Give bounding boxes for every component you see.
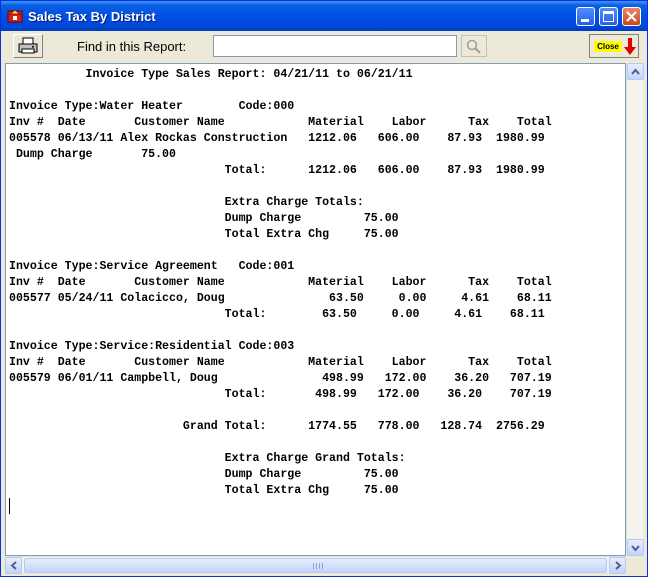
close-report-button[interactable] (589, 34, 639, 58)
chevron-left-icon (6, 558, 21, 573)
vertical-scrollbar[interactable] (626, 63, 643, 556)
report-line: Extra Charge Totals: (9, 196, 364, 209)
report-line: 005577 05/24/11 Colacicco, Doug 63.50 0.00 4.61 68.11 (9, 292, 552, 305)
close-label: Close (594, 41, 622, 52)
report-line: Dump Charge 75.00 (9, 212, 399, 225)
app-icon (7, 8, 23, 24)
scroll-grip (313, 563, 323, 569)
minimize-button[interactable] (576, 7, 595, 26)
minimize-icon (577, 8, 594, 25)
magnifier-icon (462, 36, 486, 56)
scroll-up-button[interactable] (627, 63, 644, 80)
report-line: Invoice Type Sales Report: 04/21/11 to 06/21/11 (9, 68, 413, 81)
maximize-icon (600, 8, 617, 25)
report-line: Total Extra Chg 75.00 (9, 484, 399, 497)
report-line: Total: 498.99 172.00 36.20 707.19 (9, 388, 552, 401)
toolbar (5, 31, 643, 61)
report-line: Inv # Date Customer Name Material Labor Tax Total (9, 276, 552, 289)
report-line: Inv # Date Customer Name Material Labor Tax Total (9, 356, 552, 369)
find-button[interactable] (461, 35, 487, 57)
printer-icon (14, 35, 42, 57)
report-line: Dump Charge 75.00 (9, 148, 176, 161)
red-down-arrow-icon (624, 37, 636, 56)
report-line: Invoice Type:Service:Residential Code:003 (9, 340, 295, 353)
report-line: Invoice Type:Water Heater Code:000 (9, 100, 295, 113)
scroll-right-button[interactable] (609, 557, 626, 574)
find-label: Find in this Report: (77, 39, 187, 54)
maximize-button[interactable] (599, 7, 618, 26)
scroll-down-button[interactable] (627, 539, 644, 556)
report-line: Total: 1212.06 606.00 87.93 1980.99 (9, 164, 545, 177)
report-line: Inv # Date Customer Name Material Labor Tax Total (9, 116, 552, 129)
report-line: Extra Charge Grand Totals: (9, 452, 406, 465)
title-bar[interactable] (1, 1, 647, 31)
find-input[interactable] (213, 35, 457, 57)
text-cursor (9, 498, 10, 514)
horizontal-scroll-thumb[interactable] (24, 558, 607, 573)
chevron-down-icon (628, 540, 643, 555)
close-icon (623, 8, 640, 25)
window-close-button[interactable] (622, 7, 641, 26)
report-line: Grand Total: 1774.55 778.00 128.74 2756.29 (9, 420, 545, 433)
report-line: Total: 63.50 0.00 4.61 68.11 (9, 308, 545, 321)
window-title: Sales Tax By District (28, 9, 156, 24)
scroll-left-button[interactable] (5, 557, 22, 574)
report-text-area[interactable] (5, 63, 626, 556)
report-line: 005579 06/01/11 Campbell, Doug 498.99 172.00 36.20 707.19 (9, 372, 552, 385)
print-button[interactable] (13, 34, 43, 58)
chevron-up-icon (628, 64, 643, 79)
chevron-right-icon (610, 558, 625, 573)
report-line: Total Extra Chg 75.00 (9, 228, 399, 241)
size-grip (626, 556, 643, 573)
report-line: 005578 06/13/11 Alex Rockas Construction 1212.06 606.00 87.93 1980.99 (9, 132, 545, 145)
report-line: Invoice Type:Service Agreement Code:001 (9, 260, 295, 273)
report-line: Dump Charge 75.00 (9, 468, 399, 481)
horizontal-scrollbar[interactable] (5, 556, 626, 573)
